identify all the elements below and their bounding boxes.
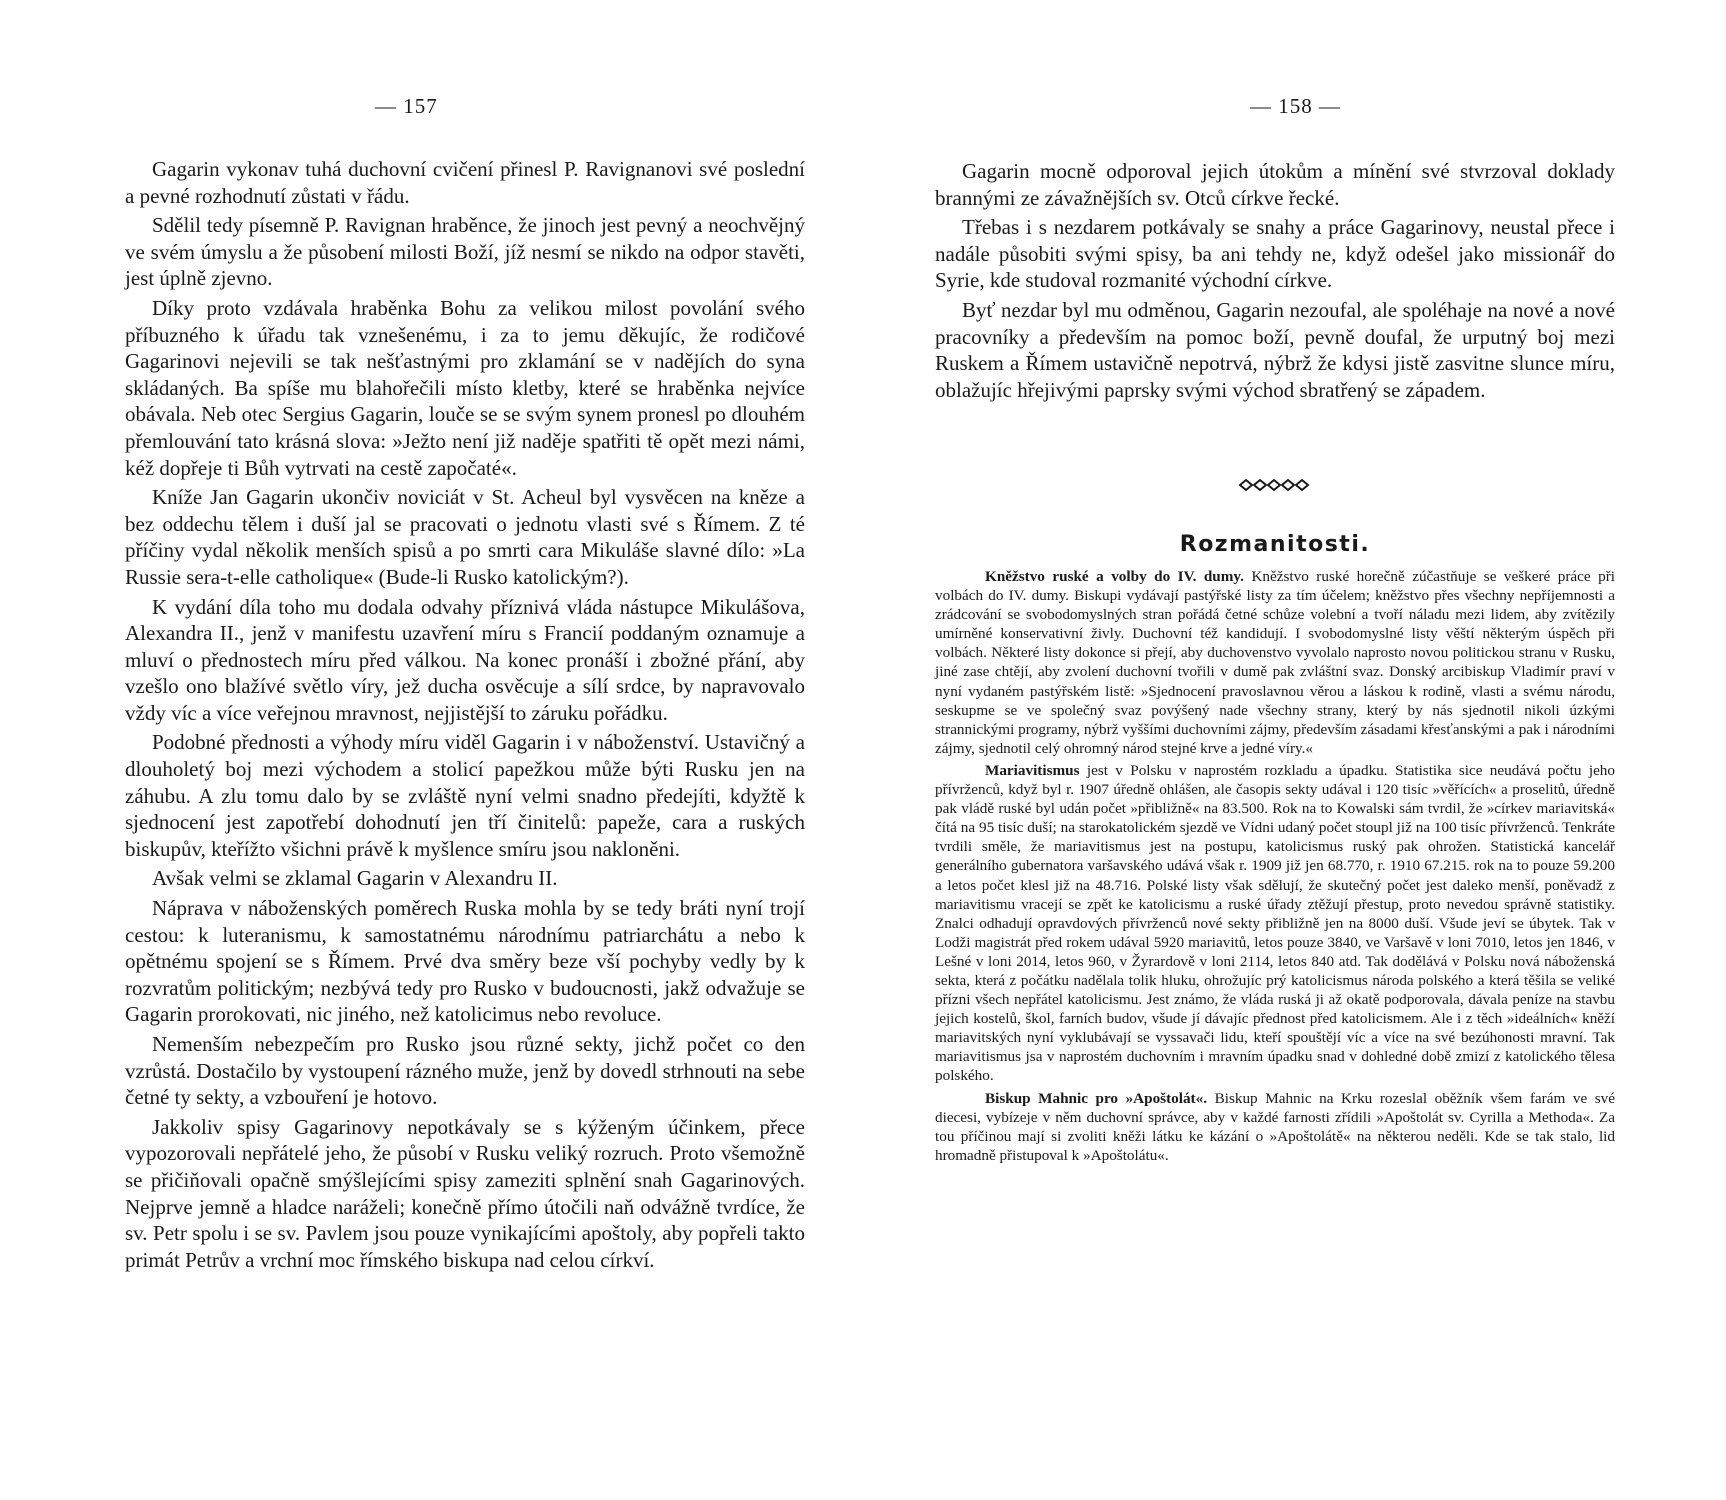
paragraph: Podobné přednosti a výhody míru viděl Gagarin i v náboženství. Ustavičný a dlouholetý boj mezi východem a stolicí papežkou může býti Rusku jen na záhubu. A zlu tomu dalo by se zvláště nyní velmi snadno předejíti, kdyžtě k sjednocení jest zapotřebí dohodnutí jen tří činitelů: papeže, cara a ruských biskupův, kteřížto všichni právě k myšlence smíru jsou nakloněni.: [125, 730, 805, 861]
paragraph: Kníže Jan Gagarin ukončiv noviciát v St. Acheul byl vysvěcen na kněze a bez oddechu tělem i duší jal se pracovati o jednotu vlasti své s Římem. Z té příčiny vydal několik menších spisů a po smrti cara Mikuláše slavné dílo: »La Russie sera-t-elle catholique« (Bude-li Rusko katolickým?).: [125, 485, 805, 589]
diamond-chain-ornament-icon: [935, 478, 1615, 497]
news-text: Biskup Mahnic na Krku rozeslal oběžník všem farám ve své diecesi, vybízeje v něm duchovní správce, aby v každé farnosti zřídili »Apoštolát sv. Cyrilla a Methoda«. Za tou příčinou mají si zvoliti kněži látku ke kázání o »Apoštolátě« na některou neděli. Kde se tak stalo, lid hromadně přistupoval k »Apoštolátu«.: [935, 1089, 1615, 1164]
paragraph: Nemenším nebezpečím pro Rusko jsou různé sekty, jichž počet co den vzrůstá. Dostačilo by vystoupení rázného muže, jenž by dovedl strhnouti na sebe četné ty sekty, a vzbouření je hotovo.: [125, 1032, 805, 1110]
paragraph: Gagarin mocně odporoval jejich útokům a mínění své stvrzoval doklady brannými ze závažnějších sv. Otců církve řecké.: [935, 159, 1615, 210]
news-heading: Biskup Mahnic pro »Apoštolát«.: [985, 1089, 1208, 1107]
paragraph: Byť nezdar byl mu odměnou, Gagarin nezoufal, ale spoléhaje na nové a nové pracovníky a především na pomoc boží, pevně doufal, že urputný boj mezi Ruskem a Římem ustavičně nepotrvá, nýbrž že kdysi jistě zasvitne slunce míru, oblažujíc hřejivými paprsky svými východ sbratřený se západem.: [935, 297, 1615, 402]
news-section: [935, 567, 1615, 1168]
paragraph: Náprava v náboženských poměrech Ruska mohla by se tedy bráti nyní trojí cestou: k luteranismu, k samostatnému národnímu patriarchátu a nebo k opětnému spojení se s Římem. Prvé dva směry beze vší pochyby vedly by k rozvratům politickým; nezbývá tedy pro Rusko v budoucnosti, jakž odvažuje se Gagarin prorokovati, nic jiného, než katolicimus nebo revoluce.: [125, 896, 805, 1027]
right-page-body: [935, 158, 1615, 406]
paragraph: Díky proto vzdávala hraběnka Bohu za velikou milost povolání svého příbuzného k úřadu tak vznešenému, i za to jemu děkujíc, že rodičové Gagarinovi nejevili se tak nešťastnými pro zklamání se v nadějích do syna skládaných. Ba spíše mu blahořečili místo kletby, které se hraběnka nejvíce obávala. Neb otec Sergius Gagarin, louče se se svým synem pronesl po dlouhém přemlouvání tato krásná slova: »Ježto není již naděje spatřiti tě opět mezi námi, kéž dopřeje ti Bůh vytrvati na cestě započaté«.: [125, 295, 805, 480]
paragraph: Gagarin vykonav tuhá duchovní cvičení přinesl P. Ravignanovi své poslední a pevné rozhodnutí zůstati v řádu.: [125, 157, 805, 208]
news-item: [935, 567, 1615, 758]
section-title: Rozmanitosti.: [1179, 532, 1371, 557]
news-heading: Mariavitismus: [985, 761, 1080, 779]
news-text: Kněžstvo ruské horečně zúčastňuje se veškeré práce při volbách do IV. dumy. Biskupi vydávají pastýřské listy za tím účelem; kněžstvo přes všechny nepříjemnosti a zrádcování se svobodomyslných stran pořádá četné schůze volební a tvoří náladu mezi lidem, aby zvítězily umírněné konservativní živly. Duchovní též kandidují. I svobodomyslné listy věští některým úspěch při volbách. Některé listy dokonce si přejí, aby duchovenstvo vyvolalo naprosto novou politickou stranu v Rusku, jiné zase chtějí, aby zvolení duchovní tvořili v dumě pak zvláštní svaz. Donský arcibiskup Vladimír praví v nyní vydaném pastýřském listě: »Sjednocení pravoslavnou věrou a láskou k rodině, vlasti a svému národu, seskupme se ve společný svaz povýšený nade všechny strany, který by nás sjednotil nikoli úzkými strannickými programy, nýbrž vyššími duchovními zájmy, především zásadami křesťanskými a pak i národními zájmy, sjednotil celý ohromný národ stejné krve a jedné víry.«: [935, 568, 1616, 757]
page-number-left: — 157: [375, 94, 438, 118]
news-heading: Kněžstvo ruské a volby do IV. dumy.: [985, 568, 1244, 585]
news-item: [935, 1089, 1615, 1165]
paragraph: Jakkoliv spisy Gagarinovy nepotkávaly se s kýženým účinkem, přece vypozorovali nepřátelé jeho, že působí v Rusku veliký rozruch. Proto všemožně se přičiňovali opačně smýšlejícími spisy zameziti splnění snah Gagarinových. Nejprve jemně a hladce naráželi; konečně přímo útočili naň odvážně tvrdíce, že sv. Petr spolu i se sv. Pavlem jsou pouze vynikajícími apoštoly, aby popřeli takto primát Petrův a vrchní moc římského biskupa nad celou církví.: [125, 1114, 805, 1272]
paragraph: Avšak velmi se zklamal Gagarin v Alexandru II.: [152, 866, 558, 891]
news-text: jest v Polsku v naprostém rozkladu a úpadku. Statistika sice neudává počtu jeho přívrženců, když byl r. 1907 úředně ohlášen, ale časopis sekty udával i 120 tisíc »věřících« a proselitů, úředně pak vládě ruské byl udán počet »přibližně« na 83.500. Rok na to Kowalski sám tvrdil, že »církev mariavitská« čítá na 95 tisíc duší; na starokatolickém sjezdě ve Vídni udaný počet stoupl již na 100 tisíc přívrženců. Tenkráte tvrdili směle, že mariavitismus jest na postupu, katolicismus ruský pak ohrožen. Statistická kancelář generálního gubernatora varšavského udává však r. 1909 již jen 68.770, r. 1910 67.215. rok na to pouze 59.200 a letos počet klesl již na 48.716. Polské listy však sdělují, že skutečný počet jest daleko menší, poněvadž z mariavitismu vracejí se zpět ke katolicismu a ruské úřady ztěžují přestup, proto nevedou správně statistiky. Znalci odhadují opravdových přívrženců nové sekty přibližně jen na 8000 duší. Všude jeví se úbytek. Tak v Lodži magistrát před rokem udával 5920 mariavitů, letos pouze 3840, ve Varšavě v loni 7010, letos jen 1846, v Lešné v loni 2014, letos 960, v Žyrardově v loni 2114, letos 840 atd. Tak dodělává v Polsku nová náboženská sekta, která z počátku nadělala tolik hluku, ohrožujíc prý katolicismus národa polského a která těšila se veliké přízni všech nepřátel katolicismu. Jest známo, že vláda ruská ji až okatě podporovala, dávala peníze na stavbu jejich kostelů, škol, farních budov, všude jí dávajíc přednost před katolicismem. Ale i z těch »ideálních« kněží mariavitských nyní vyklubávají se vyssavači lidu, kteří spouštějí víc a více na své bezúhonosti mravní. Tak mariavitismus jsa v naprostém duchovním i mravním úpadku snad v dohledné době zmizí z katolického tělesa polského.: [935, 761, 1615, 1085]
paragraph: K vydání díla toho mu dodala odvahy příznivá vláda nástupce Mikulášova, Alexandra II., jenž v manifestu uzavření míru s Francií poddaným oznamuje a mluví o přednostech míru před válkou. Na konec pronáší i zbožné přání, aby vzešlo ono blažívé světlo víry, jež ducha osvěcuje a sílí srdce, by napravovalo vždy víc a více veřejnou mravnost, nejjistější to záruku pořádku.: [125, 594, 805, 725]
paragraph: Třebas i s nezdarem potkávaly se snahy a práce Gagarinovy, neustal přece i nadále působiti svými spisy, ba ani tehdy ne, když odešel jako missionář do Syrie, kde studoval rozmanité východní církve.: [935, 215, 1615, 293]
left-page-body: [125, 156, 805, 1276]
paragraph: Sdělil tedy písemně P. Ravignan hraběnce, že jinoch jest pevný a neochvějný ve svém úmyslu a že působení milosti Boží, jíž nesmí se nikdo na odpor stavěti, jest úplně zjevno.: [125, 213, 805, 291]
page-number-right: — 158 —: [1250, 94, 1341, 118]
news-item: [935, 761, 1615, 1086]
